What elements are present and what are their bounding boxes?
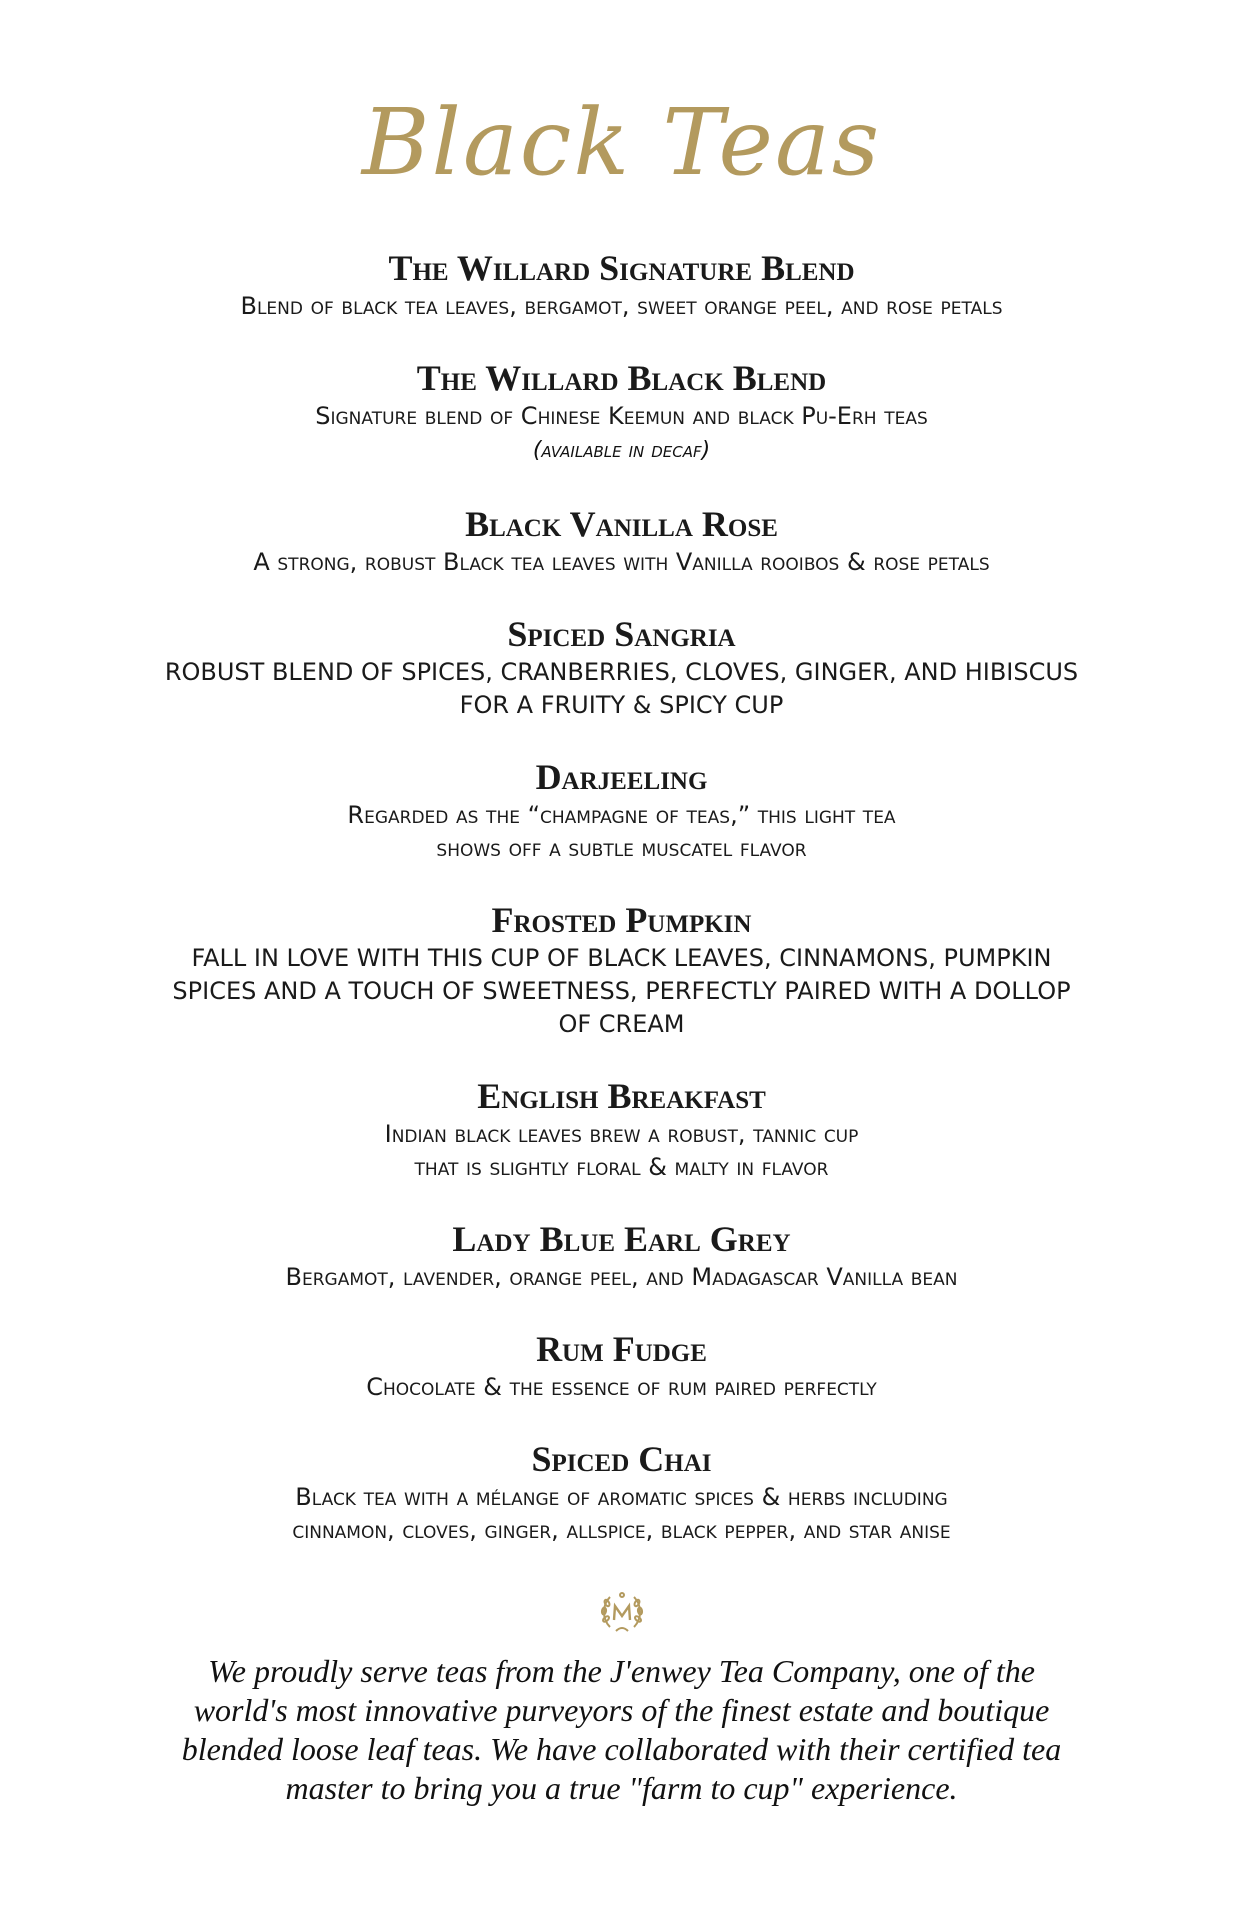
- tea-name: Lady Blue Earl Grey: [452, 1219, 791, 1259]
- tea-description: Bergamot, lavender, orange peel, and Madagascar Vanilla bean: [285, 1263, 958, 1291]
- tea-description: Black tea with a mélange of aromatic spices & herbs including: [295, 1483, 948, 1511]
- tea-description: that is slightly floral & malty in flavor: [414, 1153, 829, 1181]
- tea-description: Regarded as the “champagne of teas,” this light tea: [347, 801, 896, 829]
- tea-description: A strong, robust Black tea leaves with Vanilla rooibos & rose petals: [253, 548, 990, 576]
- tea-description: cinnamon, cloves, ginger, allspice, black pepper, and star anise: [292, 1516, 951, 1544]
- tea-name: The Willard Signature Blend: [388, 248, 855, 288]
- tea-name: Black Vanilla Rose: [465, 504, 778, 544]
- spacer: [0, 323, 1243, 356]
- tea-description: Signature blend of Chinese Keemun and black Pu-Erh teas: [315, 402, 928, 430]
- spacer: [0, 1184, 1243, 1217]
- spacer: [0, 469, 1243, 502]
- tea-name: Darjeeling: [535, 757, 708, 797]
- tea-item: [0, 612, 1243, 722]
- tea-description: Chocolate & the essence of rum paired perfectly: [366, 1373, 877, 1401]
- tea-description: FOR A FRUITY & SPICY CUP: [459, 691, 784, 719]
- tea-item: [0, 502, 1243, 579]
- spacer: [0, 1404, 1243, 1437]
- tea-item: [0, 1217, 1243, 1294]
- tea-item: [0, 246, 1243, 323]
- tea-note: (available in decaf): [532, 438, 711, 463]
- tea-name: English Breakfast: [477, 1076, 766, 1116]
- tea-description: FALL IN LOVE WITH THIS CUP OF BLACK LEAVES, CINNAMONS, PUMPKIN: [191, 944, 1052, 972]
- footer-line: master to bring you a true "farm to cup" experience.: [285, 1770, 958, 1806]
- tea-description: SPICES AND A TOUCH OF SWEETNESS, PERFECTLY PAIRED WITH A DOLLOP: [172, 977, 1071, 1005]
- laurel-monogram-icon: [596, 1587, 648, 1639]
- footer-note: [100, 1652, 1143, 1808]
- tea-name: Frosted Pumpkin: [491, 900, 752, 940]
- tea-item: [0, 1437, 1243, 1547]
- spacer: [0, 579, 1243, 612]
- footer-line: We proudly serve teas from the J'enwey Tea Company, one of the: [208, 1653, 1035, 1689]
- footer-line: world's most innovative purveyors of the finest estate and boutique: [193, 1692, 1050, 1728]
- tea-item: [0, 356, 1243, 469]
- spacer: [0, 865, 1243, 898]
- tea-name: The Willard Black Blend: [416, 358, 827, 398]
- tea-item: [0, 898, 1243, 1041]
- spacer: [0, 1294, 1243, 1327]
- tea-name: Spiced Chai: [531, 1439, 712, 1479]
- tea-description: ROBUST BLEND OF SPICES, CRANBERRIES, CLOVES, GINGER, AND HIBISCUS: [164, 658, 1079, 686]
- tea-description: OF CREAM: [558, 1010, 685, 1038]
- spacer: [0, 722, 1243, 755]
- tea-name: Spiced Sangria: [507, 614, 736, 654]
- tea-list: [0, 246, 1243, 1547]
- tea-item: [0, 1074, 1243, 1184]
- tea-item: [0, 1327, 1243, 1404]
- tea-description: Blend of black tea leaves, bergamot, sweet orange peel, and rose petals: [240, 292, 1003, 320]
- tea-item: [0, 755, 1243, 865]
- tea-description: Indian black leaves brew a robust, tannic cup: [384, 1120, 859, 1148]
- spacer: [0, 1041, 1243, 1074]
- tea-name: Rum Fudge: [536, 1329, 707, 1369]
- footer-line: blended loose leaf teas. We have collaborated with their certified tea: [181, 1731, 1062, 1767]
- page-title: Black Teas: [361, 89, 882, 196]
- tea-description: shows off a subtle muscatel flavor: [436, 834, 807, 862]
